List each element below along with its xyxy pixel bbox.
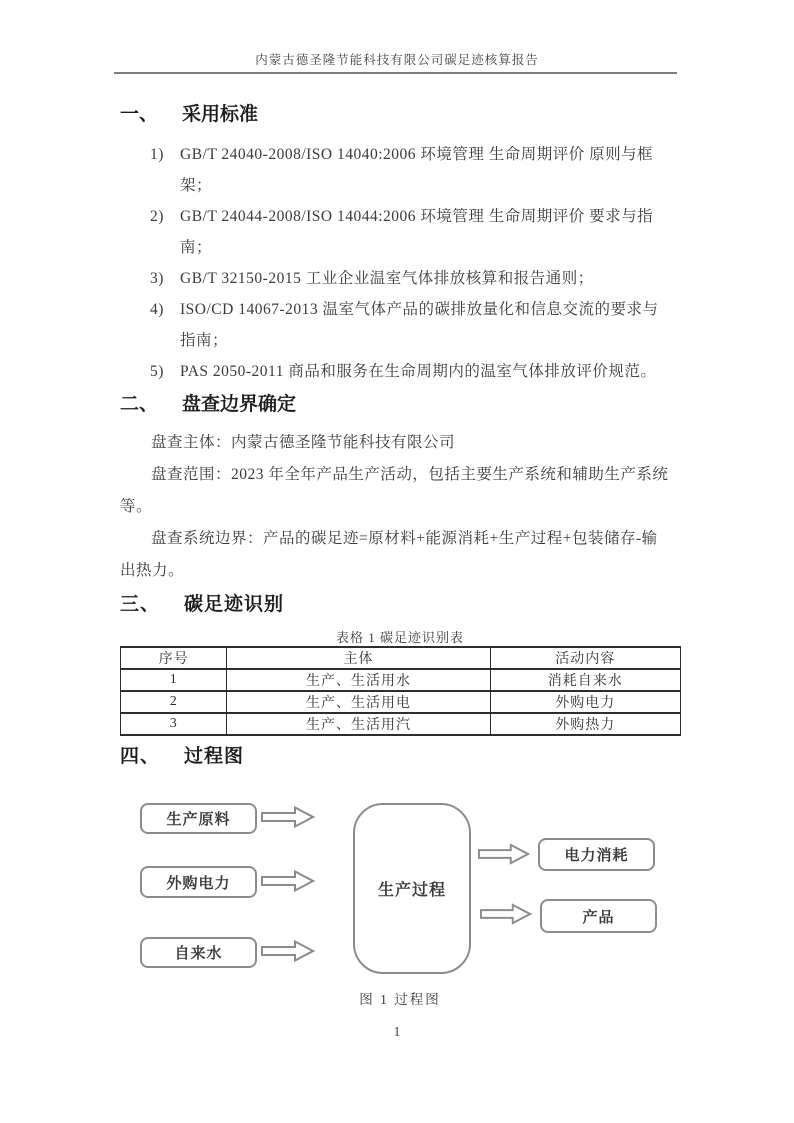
diagram-process-box: 生产过程 [353, 803, 471, 974]
list-text: GB/T 32150-2015 工业企业温室气体排放核算和报告通则； [180, 270, 594, 287]
list-text: GB/T 24044-2008/ISO 14044:2006 环境管理 生命周期评价 要求与指南； [180, 208, 654, 256]
section-number: 二、 [120, 394, 159, 415]
right-arrow-icon [261, 940, 315, 962]
paragraph-scope: 盘查范围：2023 年全年产品生产活动，包括主要生产系统和辅助生产系统等。 [120, 466, 669, 515]
right-arrow-icon [261, 870, 315, 892]
right-arrow-icon [261, 806, 315, 828]
list-item [150, 263, 662, 294]
list-marker: 3) [150, 270, 164, 287]
cell-subject: 生产、生活用电 [227, 691, 490, 713]
diagram-input-tap-water: 自来水 [140, 937, 257, 968]
diagram-output-product: 产品 [540, 899, 657, 933]
table-row [121, 669, 681, 691]
list-text: PAS 2050-2011 商品和服务在生命周期内的温室气体排放评价规范。 [180, 363, 657, 380]
section-title: 盘查边界确定 [182, 394, 297, 415]
table-row [121, 713, 681, 735]
cell-index: 2 [121, 691, 227, 713]
standards-list [150, 139, 662, 387]
diagram-input-materials: 生产原料 [140, 803, 257, 834]
section-title: 过程图 [184, 746, 245, 767]
list-item [150, 356, 662, 387]
cell-activity: 消耗自来水 [490, 669, 680, 691]
diagram-input-electricity: 外购电力 [140, 866, 257, 898]
table-header-row [121, 647, 681, 669]
cell-subject: 生产、生活用汽 [227, 713, 490, 735]
list-marker: 2) [150, 208, 164, 225]
paragraph-system-boundary: 盘查系统边界：产品的碳足迹=原材料+能源消耗+生产过程+包装储存-输出热力。 [120, 530, 658, 579]
list-marker: 1) [150, 146, 164, 163]
section-number: 一、 [120, 104, 159, 125]
diagram-output-electricity-consumption: 电力消耗 [538, 838, 655, 871]
right-arrow-icon [480, 903, 532, 925]
paragraph-subject: 盘查主体：内蒙古德圣隆节能科技有限公司 [151, 434, 456, 451]
column-header: 活动内容 [490, 647, 680, 669]
column-header: 主体 [227, 647, 490, 669]
header-rule [114, 72, 677, 74]
list-text: GB/T 24040-2008/ISO 14040:2006 环境管理 生命周期评价 原则与框架； [180, 146, 654, 194]
list-text: ISO/CD 14067-2013 温室气体产品的碳排放量化和信息交流的要求与指南； [180, 301, 659, 349]
column-header: 序号 [121, 647, 227, 669]
cell-index: 1 [121, 669, 227, 691]
running-header: 内蒙古德圣隆节能科技有限公司碳足迹核算报告 [255, 53, 539, 67]
list-item [150, 294, 662, 356]
footprint-table [120, 646, 681, 736]
section-number: 四、 [120, 746, 161, 767]
cell-activity: 外购电力 [490, 691, 680, 713]
section-heading-process-diagram [120, 744, 244, 770]
list-marker: 4) [150, 301, 164, 318]
table-caption: 表格 1 碳足迹识别表 [335, 630, 464, 645]
section-title: 采用标准 [182, 104, 259, 125]
list-marker: 5) [150, 363, 164, 380]
right-arrow-icon [478, 843, 530, 865]
section-number: 三、 [120, 594, 161, 615]
cell-activity: 外购热力 [490, 713, 680, 735]
cell-index: 3 [121, 713, 227, 735]
section-title: 碳足迹识别 [184, 594, 285, 615]
boundary-paragraphs [120, 427, 672, 587]
figure-caption: 图 1 过程图 [359, 992, 441, 1007]
page-number: 1 [393, 1024, 401, 1039]
list-item [150, 201, 662, 263]
section-heading-identification [120, 592, 284, 618]
cell-subject: 生产、生活用水 [227, 669, 490, 691]
table-row [121, 691, 681, 713]
section-heading-standards [120, 102, 258, 128]
section-heading-boundary [120, 392, 296, 418]
list-item [150, 139, 662, 201]
